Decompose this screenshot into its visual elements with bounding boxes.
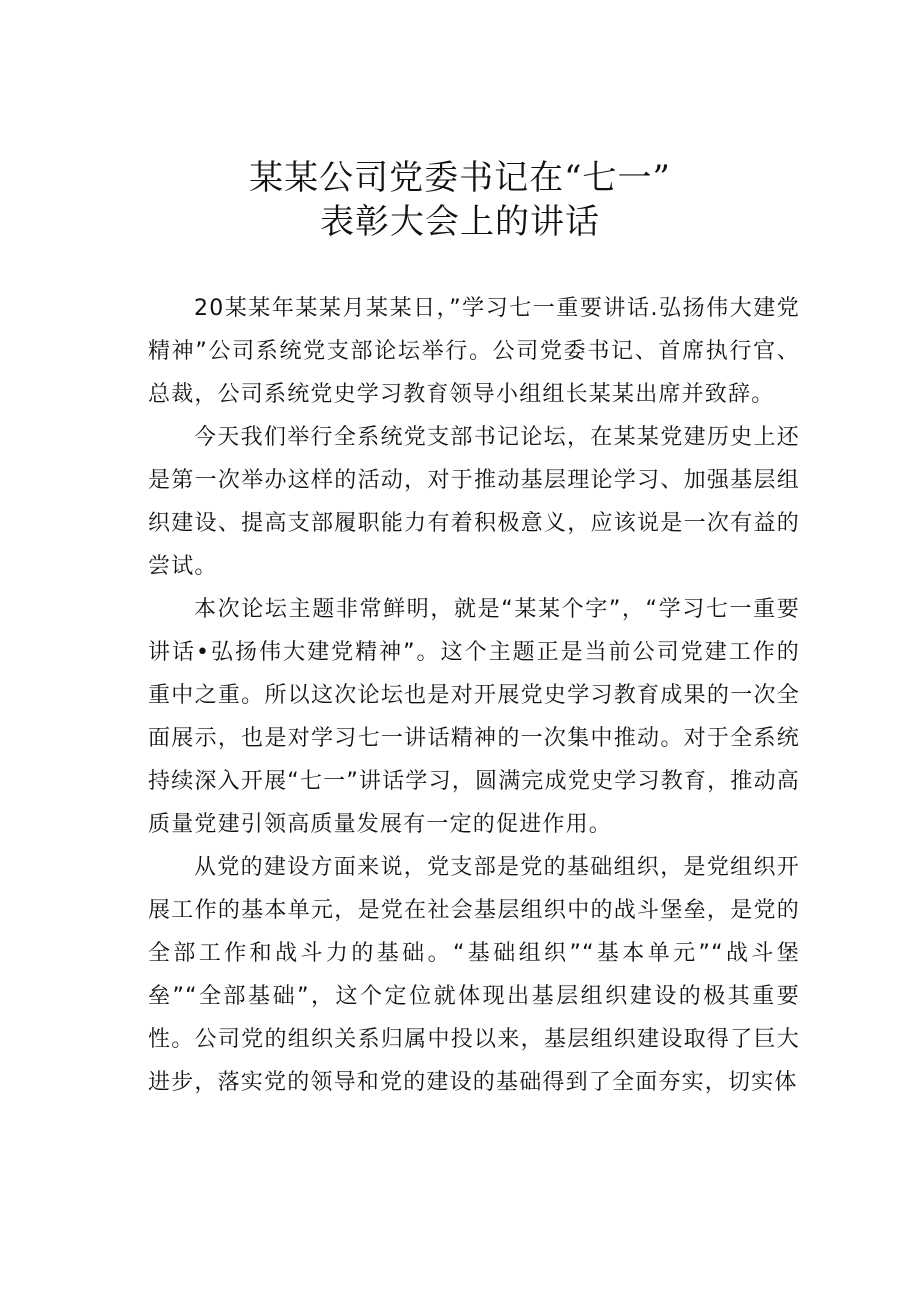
document-title-line-2: 表彰大会上的讲话: [320, 202, 600, 242]
paragraph-3: 本次论坛主题非常鲜明，就是“某某个字”，“学习七一重要讲话•弘扬伟大建党精神”。这个主题正是当前公司党建工作的重中之重。所以这次论坛也是对开展党史学习教育成果的一次全面展示，也是对学习七一讲话精神的一次集中推动。对于全系统持续深入开展“七一”讲话学习，圆满完成党史学习教育，推动高质量党建引领高质量发展有一定的促进作用。: [148, 597, 800, 837]
document-title-line-1: 某某公司党委书记在“七一”: [249, 158, 671, 198]
paragraph-1: 20某某年某某月某某日，”学习七一重要讲话.弘扬伟大建党精神”公司系统党支部论坛举行。公司党委书记、首席执行官、总裁，公司系统党史学习教育领导小组组长某某出席并致辞。: [148, 296, 800, 407]
paragraph-2: 今天我们举行全系统党支部书记论坛，在某某党建历史上还是第一次举办这样的活动，对于推动基层理论学习、加强基层组织建设、提高支部履职能力有着积极意义，应该说是一次有益的尝试。: [148, 425, 800, 579]
paragraph-4: 从党的建设方面来说，党支部是党的基础组织，是党组织开展工作的基本单元，是党在社会基层组织中的战斗堡垒，是党的全部工作和战斗力的基础。“基础组织”“基本单元”“战斗堡垒”“全部基础”，这个定位就体现出基层组织建设的极其重要性。公司党的组织关系归属中投以来，基层组织建设取得了巨大进步，落实党的领导和党的建设的基础得到了全面夯实，切实体: [148, 855, 800, 1095]
document-body: [148, 287, 800, 1104]
